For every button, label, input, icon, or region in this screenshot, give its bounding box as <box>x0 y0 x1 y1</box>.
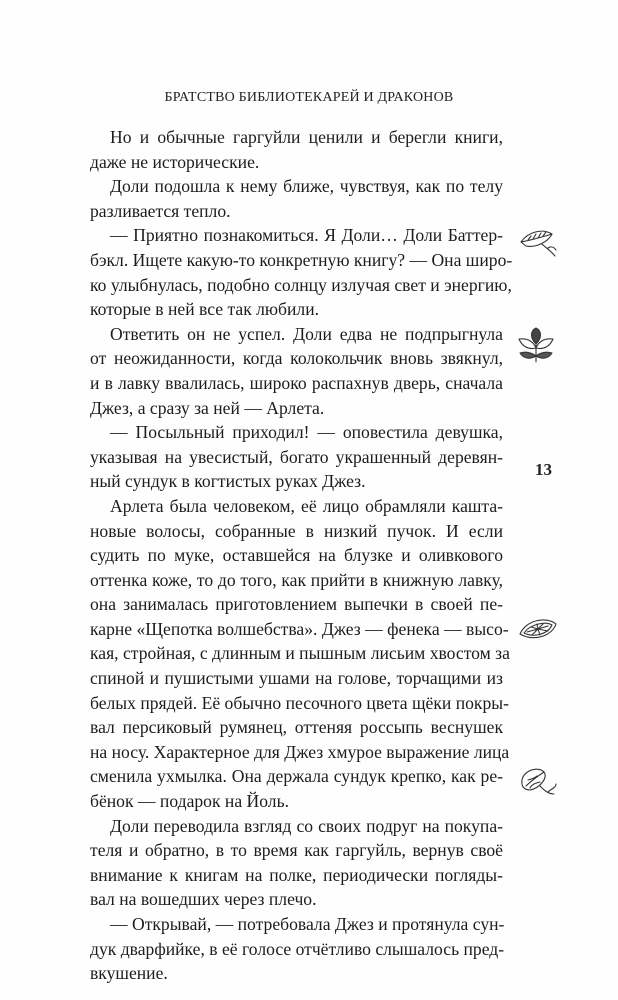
text-line: новые волосы, собранные в низкий пучок. И если <box>90 520 503 541</box>
text-line: дук дварфийке, в её голосе отчётливо слышалось пред- <box>90 938 505 959</box>
text-line: сменила ухмылка. Она держала сундук крепко, как ре- <box>90 766 503 787</box>
text-line: Арлета была человеком, её лицо обрамляли кашта- <box>110 495 503 516</box>
text-line: от неожиданности, когда колокольчик вновь звякнул, <box>90 348 503 369</box>
text-line: разливается тепло. <box>90 200 231 221</box>
text-line: Джез, а сразу за ней — Арлета. <box>90 397 325 418</box>
text-line: Доли переводила взгляд со своих подруг на покупа- <box>110 815 503 836</box>
bay-leaf-icon <box>518 760 558 800</box>
body-text <box>90 125 513 986</box>
herb-leaves-icon <box>516 326 556 366</box>
text-line: Доли подошла к нему ближе, чувствуя, как по телу <box>110 176 503 197</box>
text-line: спиной и пушистыми ушами на голове, торчащими из <box>90 668 503 689</box>
text-line: — Посыльный приходил! — оповестила девушка, <box>110 422 503 443</box>
text-line: вал на вошедших через плечо. <box>90 889 317 910</box>
text-line: ный сундук в когтистых руках Джез. <box>90 471 366 492</box>
leaf-sprig-icon <box>518 220 558 260</box>
citrus-slice-icon <box>518 608 558 648</box>
text-line: которые в ней все так любили. <box>90 299 320 320</box>
text-line: судить по муке, оставшейся на блузке и оливкового <box>90 545 503 566</box>
text-line: оттенка коже, то до того, как прийти в книжную лавку, <box>90 569 503 590</box>
text-line: кая, стройная, с длинным и пышным лисьим хвостом за <box>90 643 510 664</box>
text-line: даже не исторические. <box>90 151 260 172</box>
text-line: белых прядей. Её обычно песочного цвета щёки покры- <box>90 692 509 713</box>
text-line: указывая на увесистый, богато украшенный деревян- <box>90 446 503 467</box>
text-line: вкушение. <box>90 963 168 984</box>
text-line: бэкл. Ищете какую-то конкретную книгу? — Она широ- <box>90 249 513 270</box>
text-line: вал персиковый румянец, оттеняя россыпь веснушек <box>90 717 503 738</box>
running-head-title: БРАТСТВО БИБЛИОТЕКАРЕЙ И ДРАКОНОВ <box>164 90 454 105</box>
page-number: 13 <box>535 460 552 479</box>
text-line: Но и обычные гаргуйли ценили и берегли книги, <box>110 127 503 147</box>
text-line: теля и обратно, в то время как гаргуйль, вернув своё <box>90 840 503 861</box>
text-line: — Приятно познакомиться. Я Доли… Доли Баттер- <box>110 225 503 246</box>
text-line: внимание к книгам на полке, периодически погляды- <box>90 864 503 885</box>
text-line: бёнок — подарок на Йоль. <box>90 791 290 812</box>
text-line: карне «Щепотка волшебства». Джез — фенека — высо- <box>90 618 509 639</box>
text-line: и в лавку ввалилась, широко распахнув дверь, сначала <box>90 372 503 393</box>
text-line: она занималась приготовлением выпечки в своей пе- <box>90 594 503 615</box>
text-line: на носу. Характерное для Джез хмурое выражение лица <box>90 741 510 762</box>
text-line: — Открывай, — потребовала Джез и протянула сун- <box>110 914 505 934</box>
text-line: Ответить он не успел. Доли едва не подпрыгнула <box>110 323 503 344</box>
text-line: ко улыбнулась, подобно солнцу излучая свет и энергию, <box>90 274 512 295</box>
